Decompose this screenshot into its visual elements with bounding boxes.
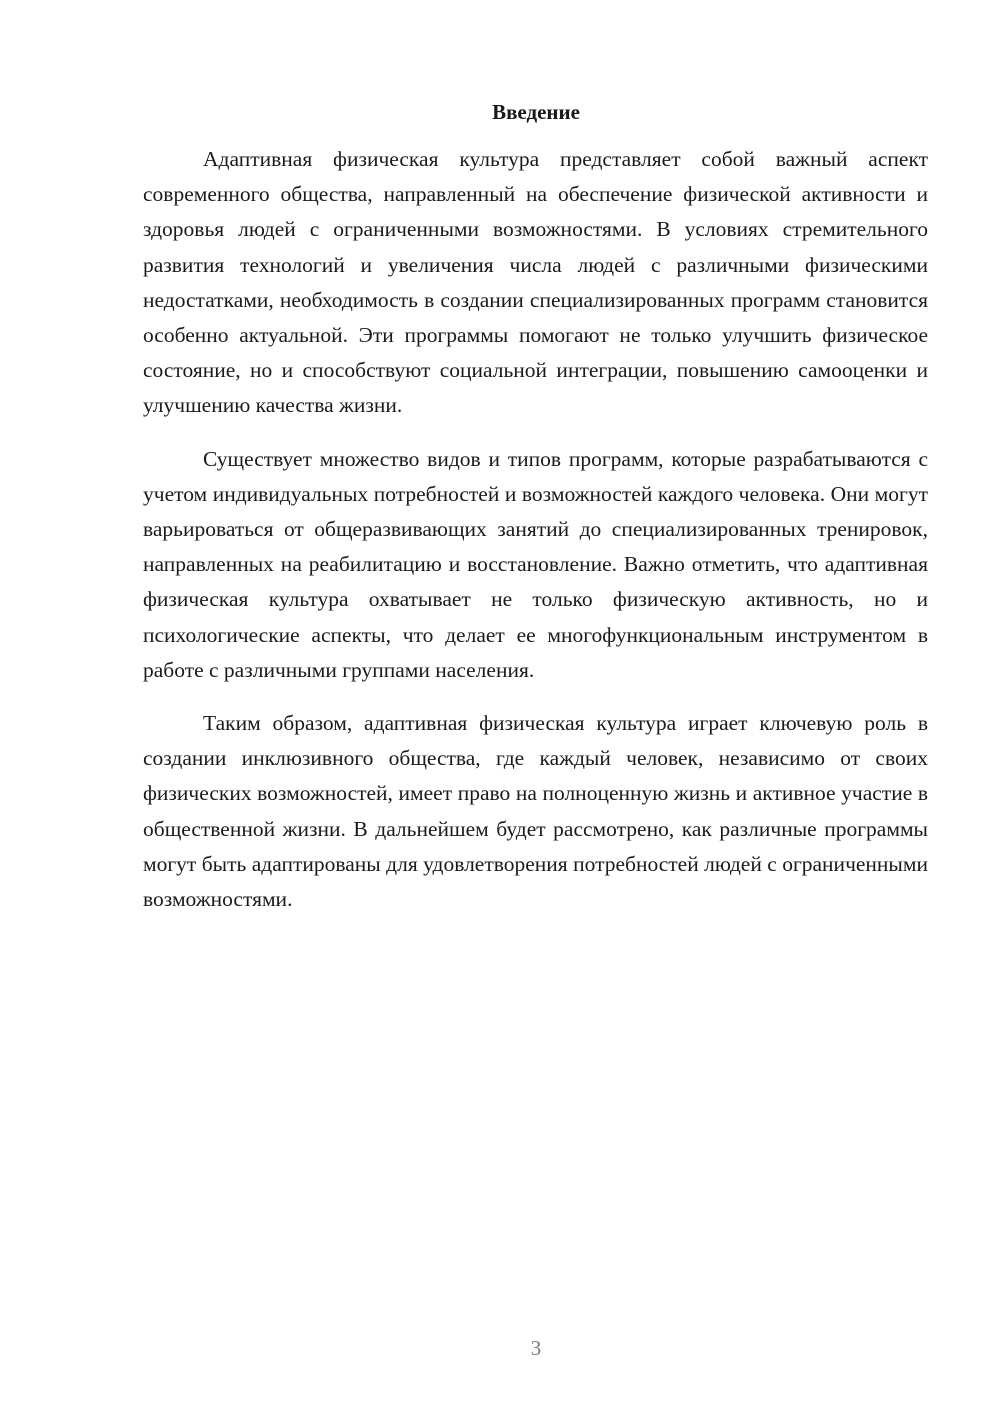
page-title: Введение [492,100,580,124]
body-text [143,142,928,935]
paragraph-1: Адаптивная физическая культура представляет собой важный аспект современного общества, направленный на обеспечение физической активности и здоровья людей с ограниченными возможностями. В условиях стремительного развития технологий и увеличения числа людей с различными физическими недостатками, необходимость в создании специализированных программ становится особенно актуальной. Эти программы помогают не только улучшить физическое состояние, но и способствуют социальной интеграции, повышению самооценки и улучшению качества жизни. [143,147,928,418]
paragraph-3: Таким образом, адаптивная физическая культура играет ключевую роль в создании инклюзивного общества, где каждый человек, независимо от своих физических возможностей, имеет право на полноценную жизнь и активное участие в общественной жизни. В дальнейшем будет рассмотрено, как различные программы могут быть адаптированы для удовлетворения потребностей людей с ограниченными возможностями. [143,711,928,912]
page-number: 3 [530,1336,542,1360]
paragraph-2: Существует множество видов и типов программ, которые разрабатываются с учетом индивидуальных потребностей и возможностей каждого человека. Они могут варьироваться от общеразвивающих занятий до специализированных тренировок, направленных на реабилитацию и восстановление. Важно отметить, что адаптивная физическая культура охватывает не только физическую активность, но и психологические аспекты, что делает ее многофункциональным инструментом в работе с различными группами населения. [143,446,928,682]
